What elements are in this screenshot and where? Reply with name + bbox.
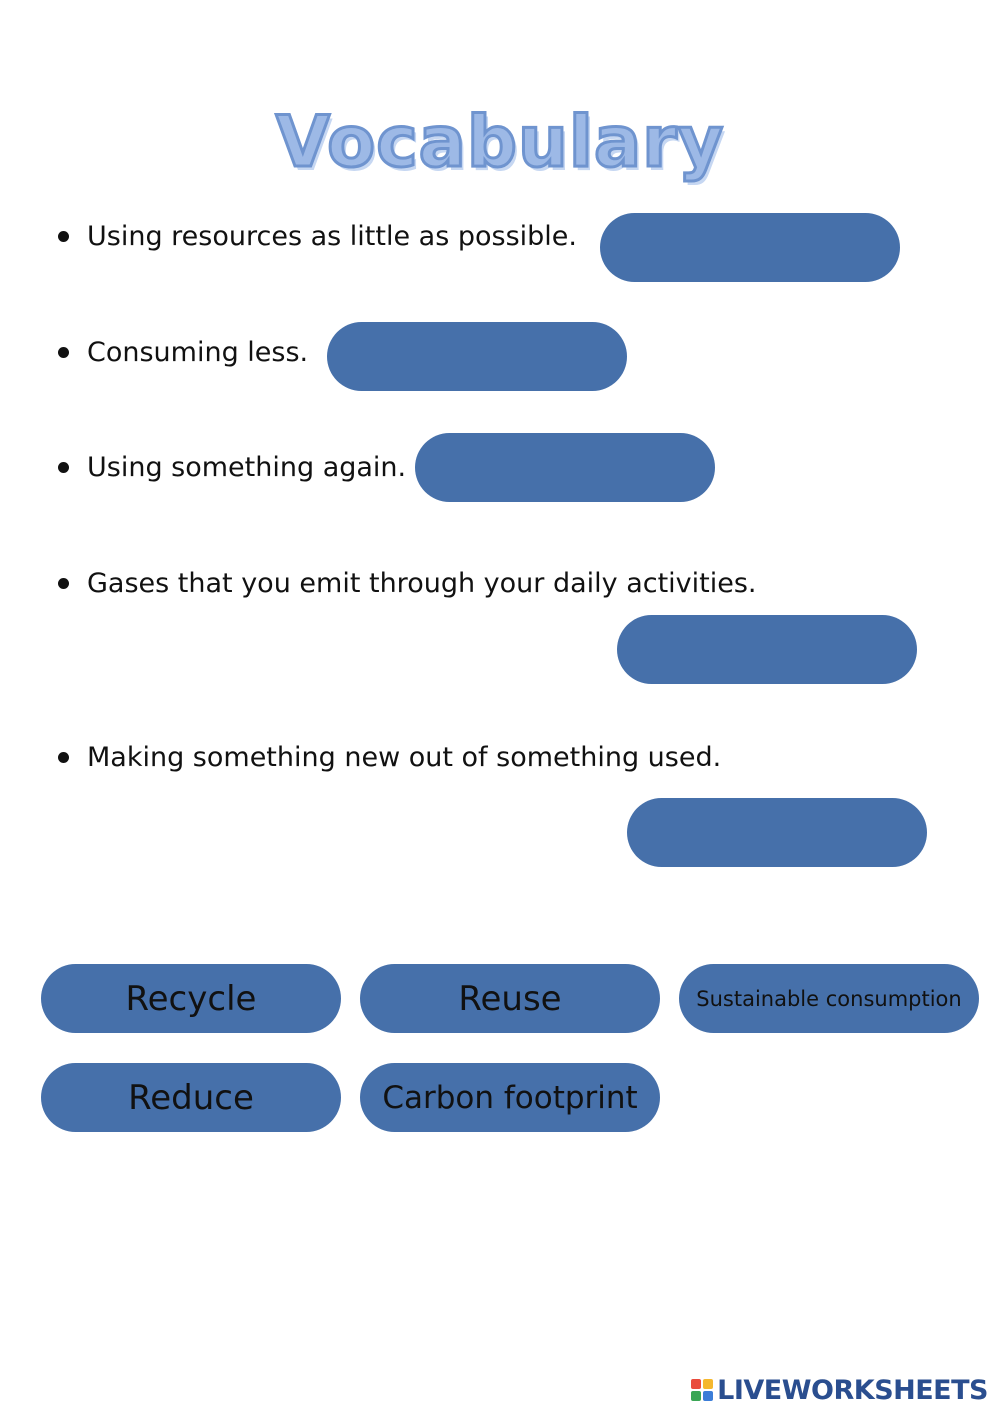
definition-3: [58, 447, 406, 487]
answer-drop-zone-2[interactable]: [327, 322, 627, 391]
word-chip-carbon-footprint[interactable]: Carbon footprint: [360, 1063, 660, 1132]
bullet-icon: [58, 752, 69, 763]
answer-drop-zone-4[interactable]: [617, 615, 917, 684]
word-chip-recycle[interactable]: Recycle: [41, 964, 341, 1033]
word-chip-reduce[interactable]: Reduce: [41, 1063, 341, 1132]
definition-1: [58, 216, 577, 256]
word-chip-reuse[interactable]: Reuse: [360, 964, 660, 1033]
bullet-icon: [58, 578, 69, 589]
answer-drop-zone-1[interactable]: [600, 213, 900, 282]
definition-5: [58, 737, 721, 777]
answer-drop-zone-5[interactable]: [627, 798, 927, 867]
brand-name: LIVEWORKSHEETS: [717, 1374, 988, 1406]
liveworksheets-logo-icon: [691, 1379, 713, 1401]
definition-text: Consuming less.: [87, 336, 309, 368]
bullet-icon: [58, 231, 69, 242]
definition-text: Making something new out of something used.: [87, 741, 722, 773]
page-title: Vocabulary: [275, 101, 725, 183]
answer-drop-zone-3[interactable]: [415, 433, 715, 502]
definition-text: Gases that you emit through your daily activities.: [87, 567, 757, 599]
definition-2: [58, 332, 308, 372]
bullet-icon: [58, 462, 69, 473]
bullet-icon: [58, 347, 69, 358]
definition-text: Using something again.: [87, 451, 407, 483]
definition-text: Using resources as little as possible.: [87, 220, 577, 252]
definition-4: [58, 563, 757, 603]
liveworksheets-brand: [691, 1372, 988, 1408]
word-chip-sustainable-consumption[interactable]: Sustainable consumption: [679, 964, 979, 1033]
